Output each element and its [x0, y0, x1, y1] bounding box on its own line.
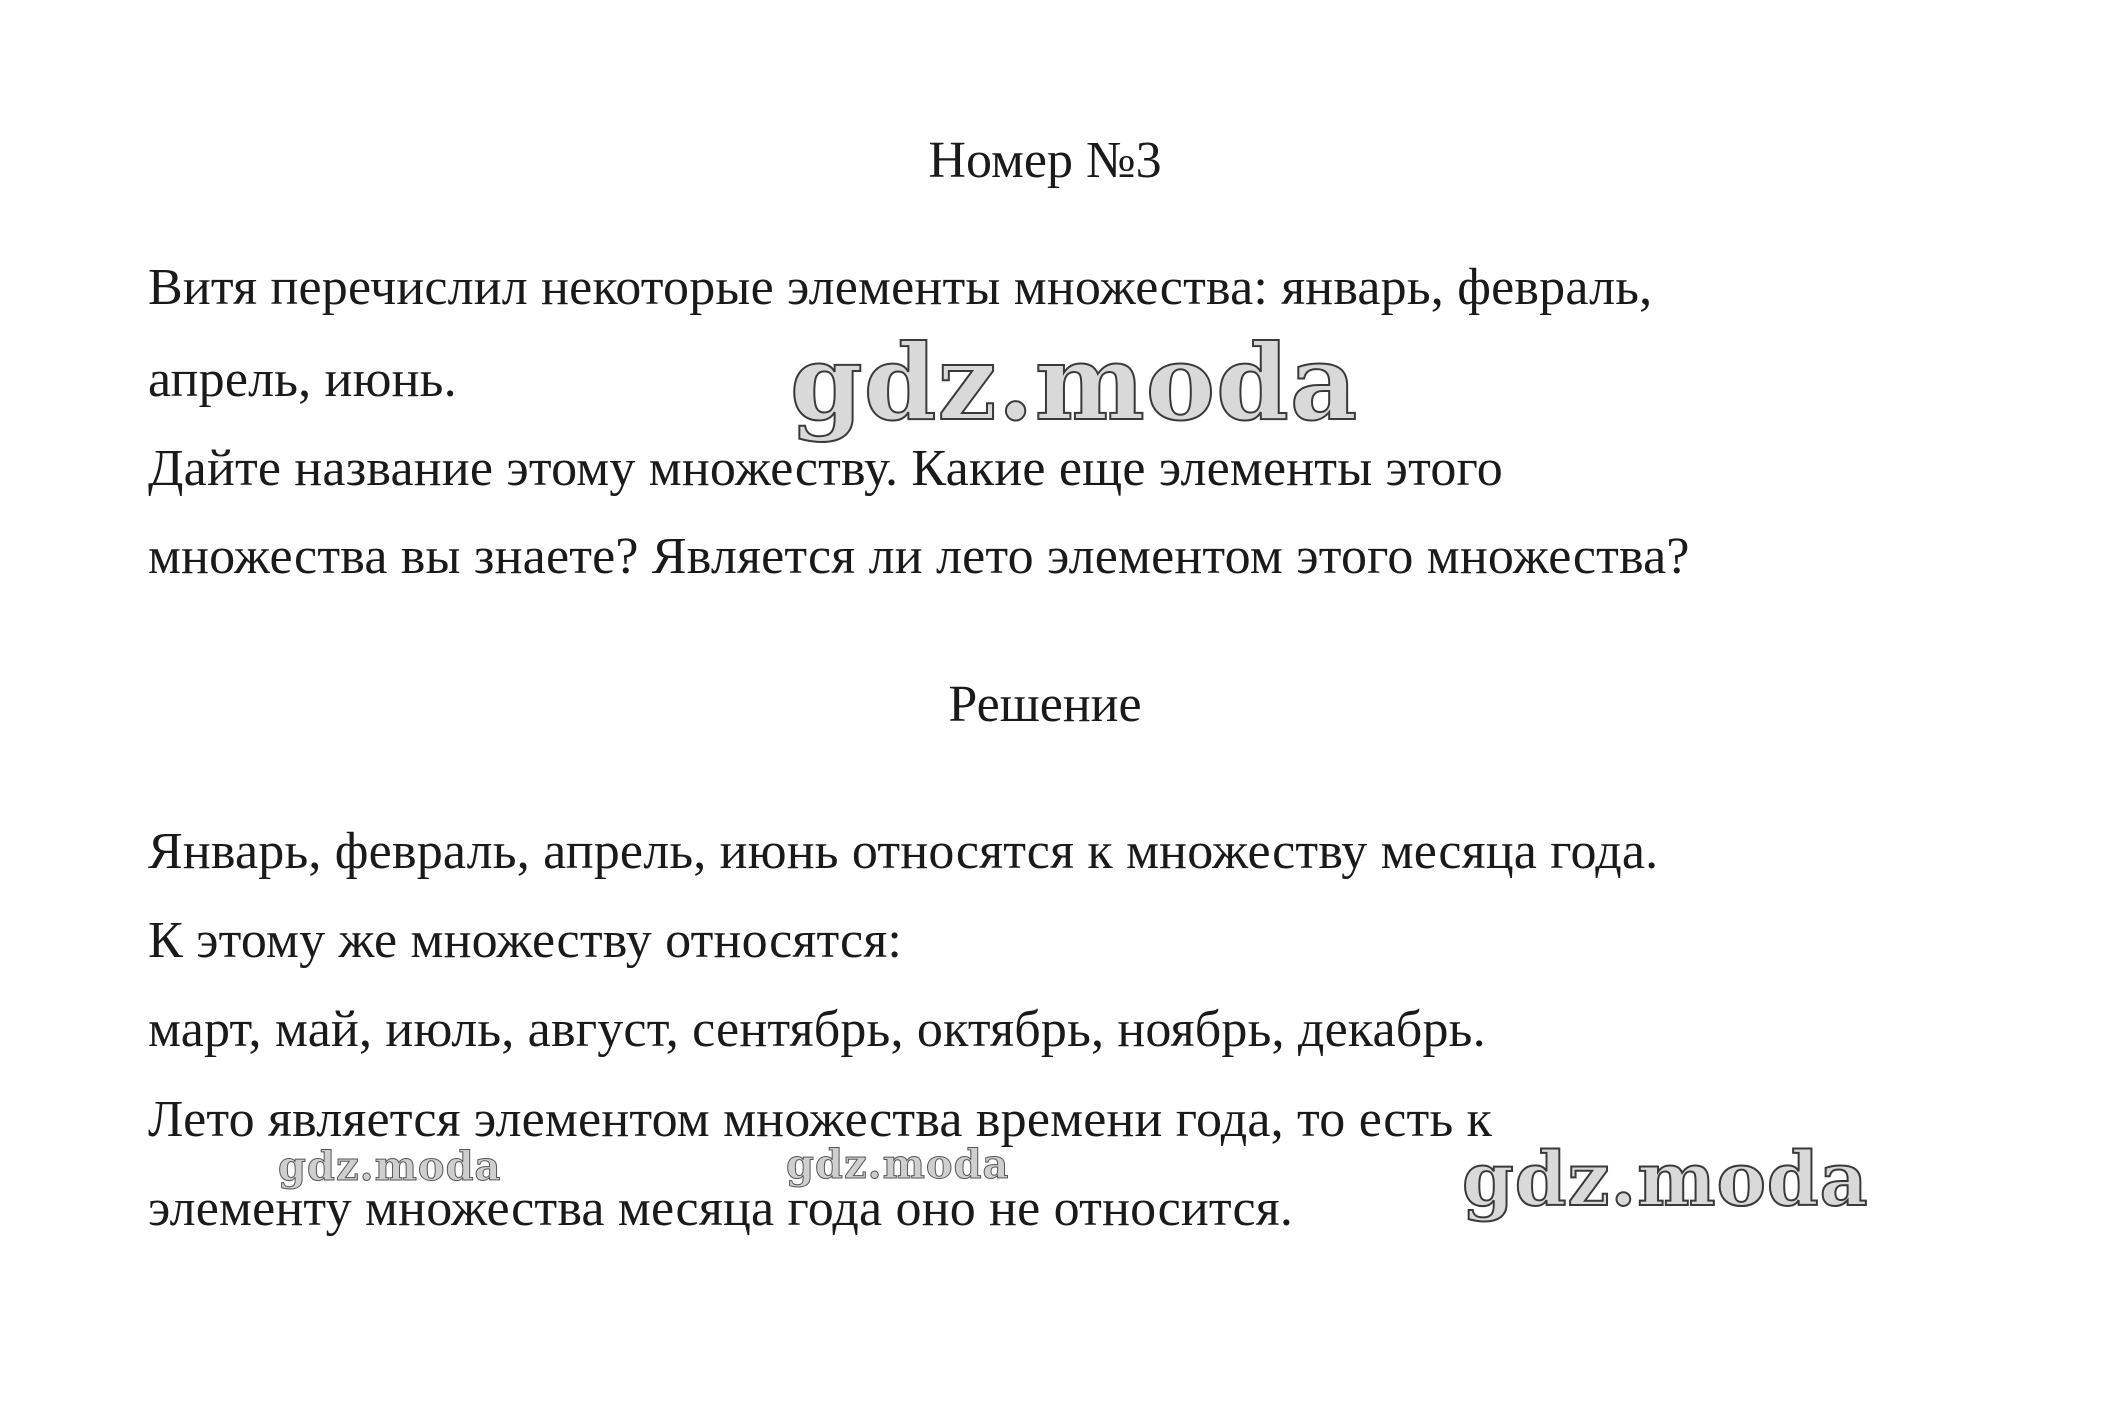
problem-title: Номер №3: [928, 132, 1162, 189]
watermark-logo: gdz.moda: [278, 1143, 502, 1190]
solution-line-5: элементу множества месяца года оно не относится.: [148, 1180, 1294, 1237]
problem-line-3: Дайте название этому множеству. Какие еще элементы этого: [148, 440, 1503, 497]
problem-line-4: множества вы знаете? Является ли лето элементом этого множества?: [148, 528, 1690, 585]
watermark-logo: gdz.moda: [790, 321, 1359, 444]
solution-line-4: Лето является элементом множества времени года, то есть к: [148, 1091, 1493, 1148]
solution-title: Решение: [948, 676, 1142, 733]
watermark-logo: gdz.moda: [1462, 1137, 1869, 1223]
watermark-logo: gdz.moda: [786, 1141, 1010, 1188]
solution-line-1: Январь, февраль, апрель, июнь относятся к множеству месяца года.: [148, 823, 1659, 880]
problem-line-2: апрель, июнь.: [148, 351, 457, 408]
problem-line-1: Витя перечислил некоторые элементы множества: январь, февраль,: [148, 259, 1653, 316]
solution-line-2: К этому же множеству относятся:: [148, 912, 903, 969]
solution-line-3: март, май, июль, август, сентябрь, октябрь, ноябрь, декабрь.: [148, 1001, 1486, 1058]
